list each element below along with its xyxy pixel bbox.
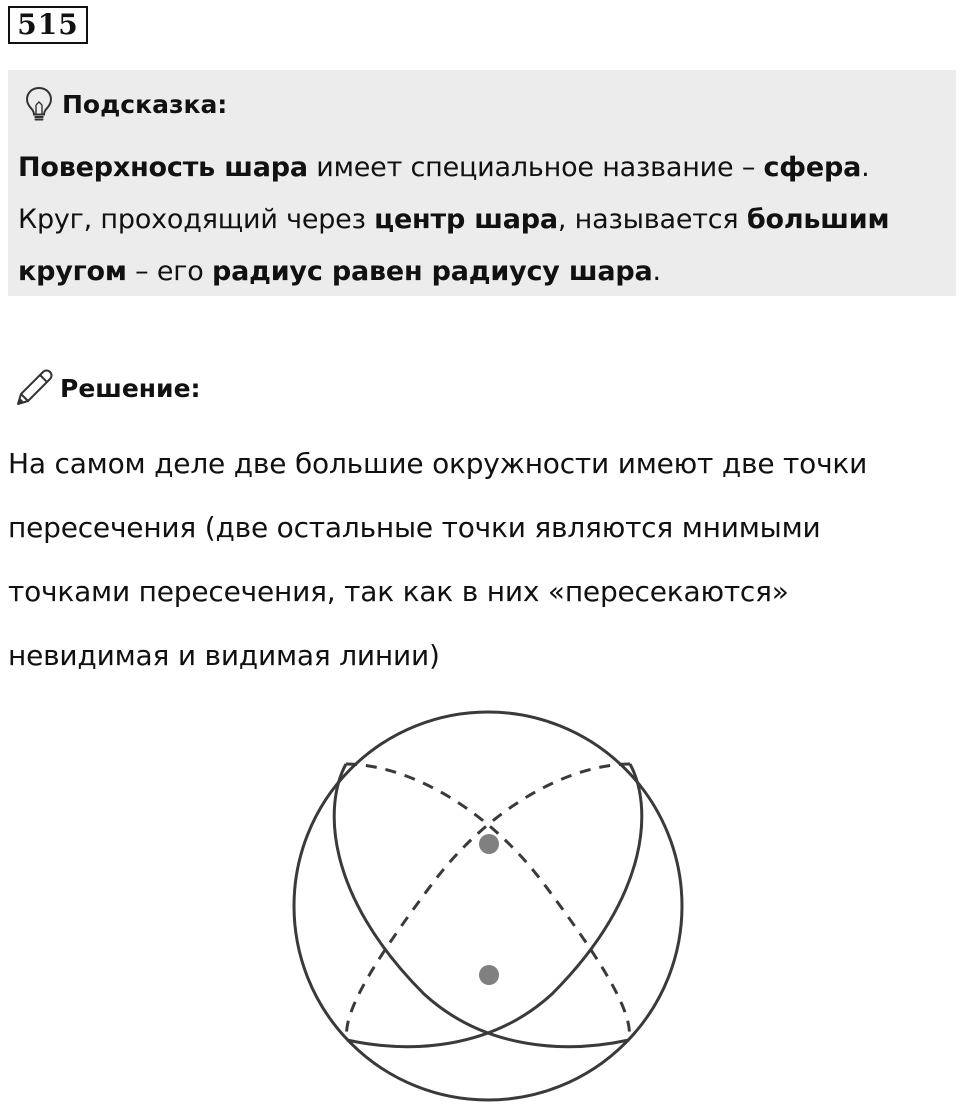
hint-bold-circle: кругом <box>18 256 127 287</box>
lightbulb-icon <box>24 86 54 122</box>
solution-line: невидимая и видимая линии) <box>8 639 440 672</box>
intersection-point-lower <box>479 965 499 985</box>
sphere-figure <box>284 694 694 1112</box>
hint-line-2 <box>18 194 953 246</box>
hint-text <box>18 142 953 298</box>
solution-header <box>12 366 201 410</box>
intersection-point-upper <box>479 834 499 854</box>
hint-line-1 <box>18 142 953 194</box>
hint-box <box>8 70 956 296</box>
great-circle-1-hidden <box>346 764 630 1040</box>
hint-text-span: . <box>861 152 870 183</box>
hint-text-span: . <box>652 256 661 287</box>
pencil-icon <box>12 366 56 410</box>
hint-title: Подсказка: <box>62 89 228 119</box>
hint-text-span: , называется <box>557 204 747 235</box>
great-circle-1-visible <box>334 764 629 1047</box>
great-circle-2-visible <box>347 764 642 1047</box>
hint-text-span: Круг, проходящий через <box>18 204 375 235</box>
solution-line: На самом деле две большие окружности имеют две точки <box>8 447 868 480</box>
problem-number: 515 <box>8 6 88 44</box>
hint-bold-center: центр шара <box>374 204 558 235</box>
hint-bold-sphere-surface: Поверхность шара <box>18 152 308 183</box>
solution-title: Решение: <box>60 373 201 403</box>
hint-text-span: – его <box>126 256 212 287</box>
solution-text <box>8 432 948 688</box>
solution-line: точками пересечения, так как в них «пересекаются» <box>8 575 789 608</box>
hint-line-3 <box>18 246 953 298</box>
hint-bold-radius: радиус равен радиусу шара <box>211 256 653 287</box>
hint-bold-sphere: сфера <box>763 152 862 183</box>
hint-text-span: имеет специальное название – <box>307 152 764 183</box>
hint-bold-great: большим <box>746 204 890 235</box>
great-circle-2-hidden <box>346 764 630 1040</box>
hint-header <box>24 86 227 122</box>
solution-line: пересечения (две остальные точки являются мнимыми <box>8 511 821 544</box>
